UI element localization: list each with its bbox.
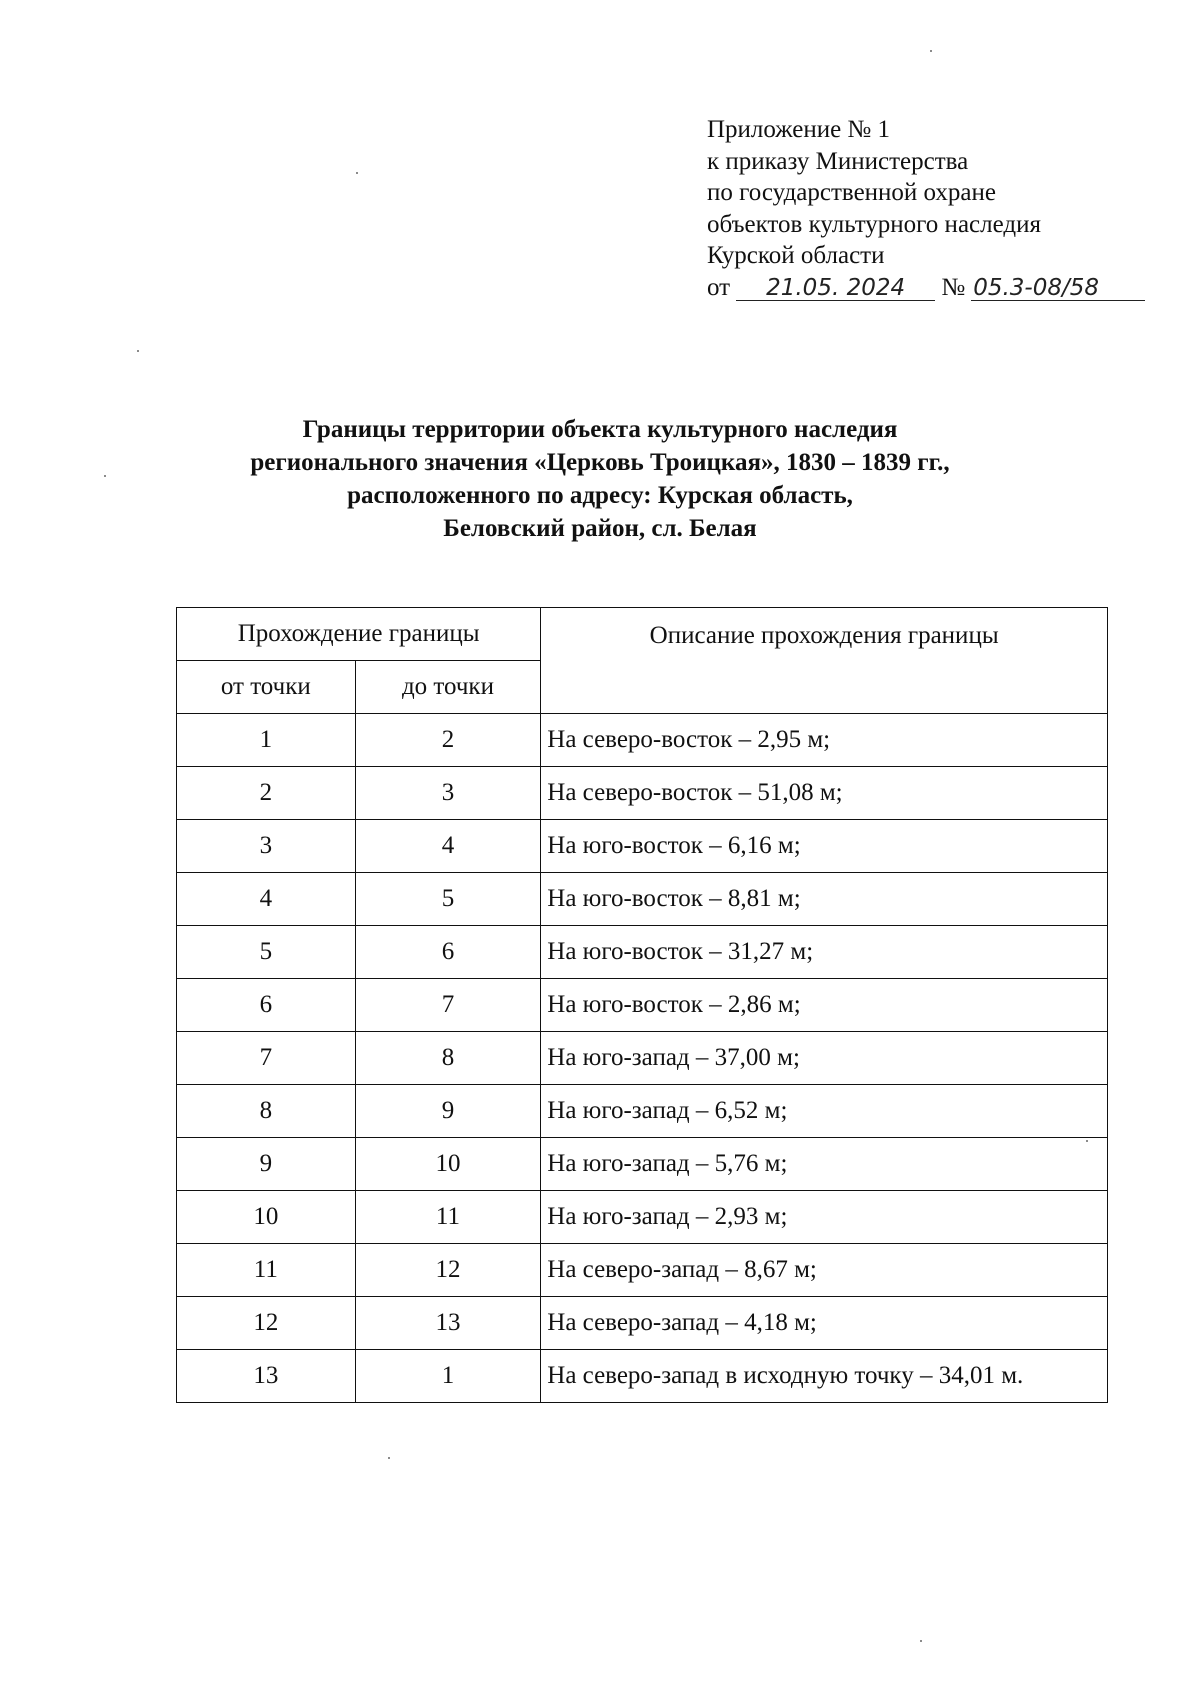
header-boundary-passage: Прохождение границы (177, 608, 541, 661)
to-point-cell: 10 (355, 1138, 541, 1191)
appendix-line: объектов культурного наследия (707, 210, 1041, 238)
from-point-cell: 3 (177, 820, 356, 873)
appendix-block (707, 114, 1145, 303)
table-row (177, 820, 1108, 873)
boundary-table (176, 607, 1108, 1403)
table-row (177, 1191, 1108, 1244)
scan-speck (137, 350, 139, 352)
from-point-cell: 9 (177, 1138, 356, 1191)
description-cell: На северо-восток – 51,08 м; (541, 767, 1108, 820)
description-cell: На юго-восток – 2,86 м; (541, 979, 1108, 1032)
table-row (177, 1244, 1108, 1297)
scan-speck (920, 1640, 922, 1642)
date-prefix: от (707, 273, 731, 301)
table-row (177, 873, 1108, 926)
description-cell: На юго-восток – 6,16 м; (541, 820, 1108, 873)
from-point-cell: 2 (177, 767, 356, 820)
description-cell: На северо-запад – 4,18 м; (541, 1297, 1108, 1350)
scan-speck (1086, 1140, 1088, 1142)
description-cell: На юго-восток – 8,81 м; (541, 873, 1108, 926)
description-cell: На северо-запад – 8,67 м; (541, 1244, 1108, 1297)
title-line: расположенного по адресу: Курская область, (347, 482, 853, 509)
document-title (150, 413, 1050, 545)
to-point-cell: 1 (355, 1350, 541, 1403)
number-prefix: № (941, 273, 966, 301)
from-point-cell: 4 (177, 873, 356, 926)
from-point-cell: 5 (177, 926, 356, 979)
header-to-point: до точки (355, 661, 541, 714)
scan-speck (104, 475, 106, 477)
appendix-line: Приложение № 1 (707, 116, 891, 143)
table-row (177, 1138, 1108, 1191)
to-point-cell: 3 (355, 767, 541, 820)
scan-speck (388, 1457, 390, 1459)
to-point-cell: 12 (355, 1244, 541, 1297)
from-point-cell: 10 (177, 1191, 356, 1244)
description-cell: На северо-восток – 2,95 м; (541, 714, 1108, 767)
to-point-cell: 2 (355, 714, 541, 767)
appendix-line: по государственной охране (707, 179, 997, 206)
table-row (177, 1297, 1108, 1350)
description-cell: На северо-запад в исходную точку – 34,01 м. (541, 1350, 1108, 1403)
appendix-line: к приказу Министерства (707, 147, 969, 175)
description-cell: На юго-запад – 2,93 м; (541, 1191, 1108, 1244)
handwritten-date: 21.05. 2024 (736, 276, 935, 301)
to-point-cell: 5 (355, 873, 541, 926)
from-point-cell: 11 (177, 1244, 356, 1297)
table-row (177, 1032, 1108, 1085)
header-description: Описание прохождения границы (541, 608, 1108, 714)
from-point-cell: 1 (177, 714, 356, 767)
scan-speck (356, 172, 358, 174)
description-cell: На юго-запад – 37,00 м; (541, 1032, 1108, 1085)
appendix-line: Курской области (707, 242, 885, 269)
title-line: регионального значения «Церковь Троицкая», 1830 – 1839 гг., (250, 449, 950, 476)
to-point-cell: 7 (355, 979, 541, 1032)
from-point-cell: 13 (177, 1350, 356, 1403)
table-row (177, 767, 1108, 820)
to-point-cell: 8 (355, 1032, 541, 1085)
table-body (177, 714, 1108, 1403)
from-point-cell: 12 (177, 1297, 356, 1350)
to-point-cell: 6 (355, 926, 541, 979)
table-row (177, 714, 1108, 767)
title-line: Границы территории объекта культурного наследия (302, 416, 898, 443)
title-line: Беловский район, сл. Белая (443, 515, 757, 542)
to-point-cell: 13 (355, 1297, 541, 1350)
order-date-number-line (707, 272, 1145, 304)
scan-speck (930, 50, 932, 52)
description-cell: На юго-восток – 31,27 м; (541, 926, 1108, 979)
table-row (177, 1085, 1108, 1138)
table-row (177, 926, 1108, 979)
handwritten-order-number: 05.3-08/58 (971, 276, 1145, 301)
table-row (177, 979, 1108, 1032)
header-from-point: от точки (177, 661, 356, 714)
description-cell: На юго-запад – 5,76 м; (541, 1138, 1108, 1191)
to-point-cell: 4 (355, 820, 541, 873)
to-point-cell: 9 (355, 1085, 541, 1138)
to-point-cell: 11 (355, 1191, 541, 1244)
table-row (177, 1350, 1108, 1403)
from-point-cell: 6 (177, 979, 356, 1032)
description-cell: На юго-запад – 6,52 м; (541, 1085, 1108, 1138)
from-point-cell: 8 (177, 1085, 356, 1138)
from-point-cell: 7 (177, 1032, 356, 1085)
